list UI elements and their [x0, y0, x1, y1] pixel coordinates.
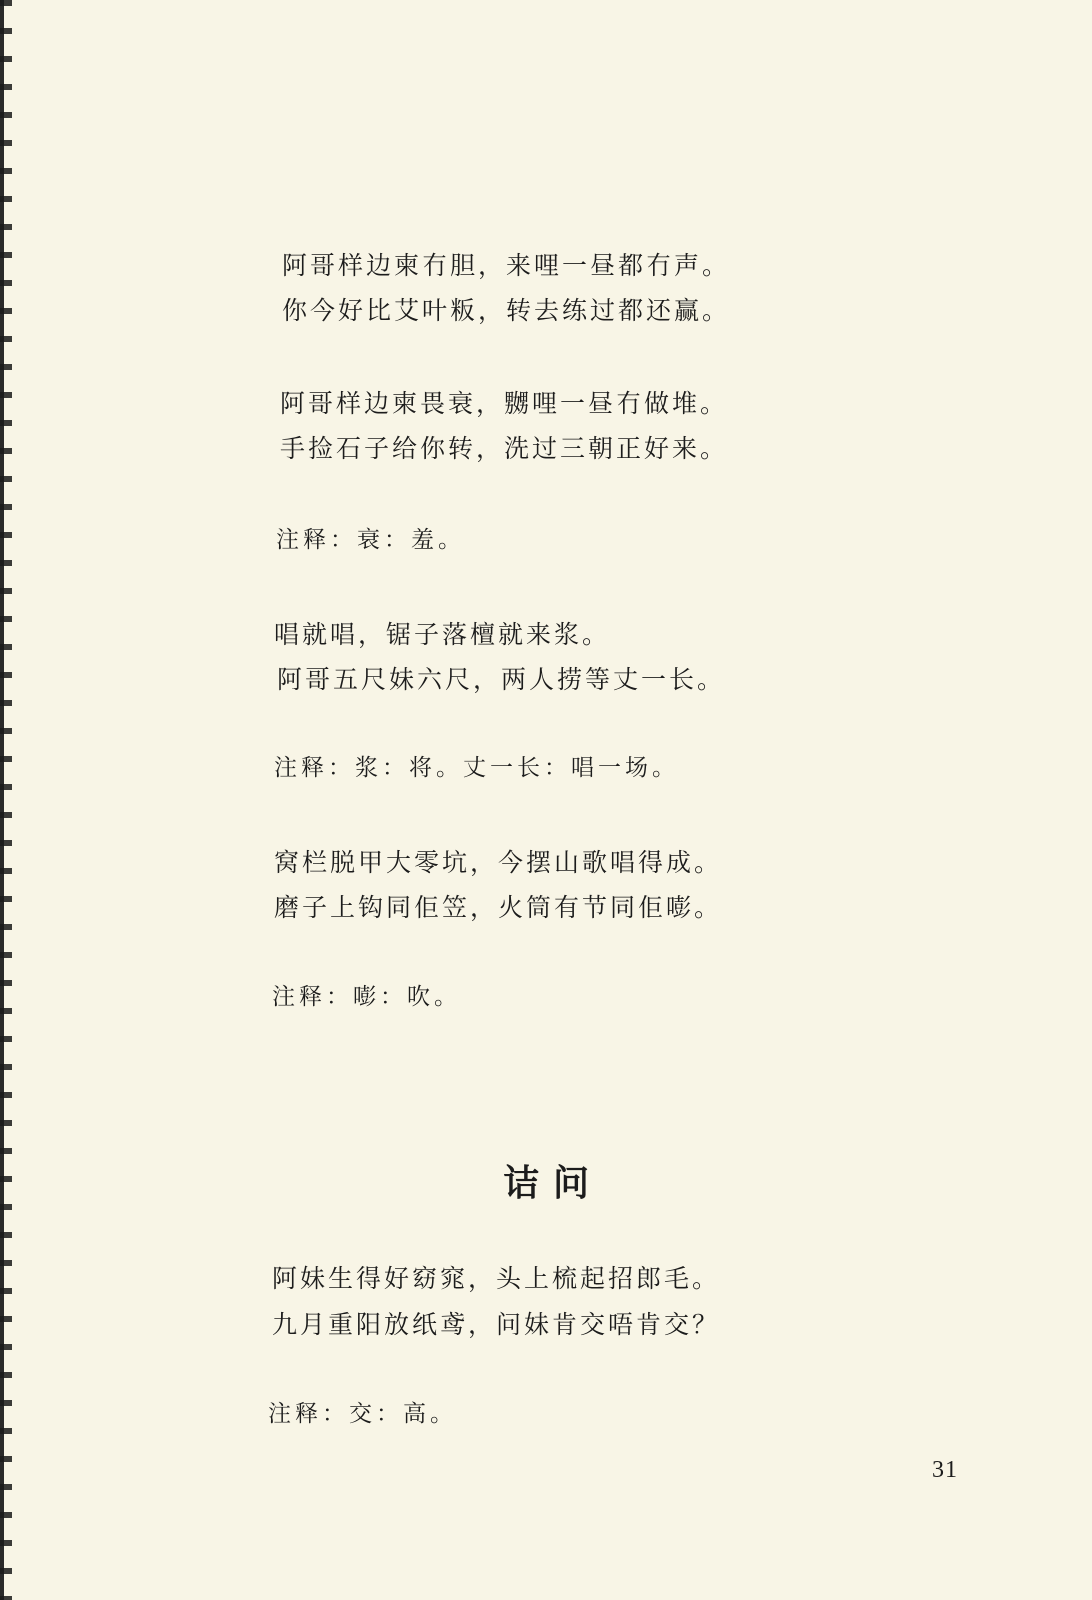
verse-line: 阿哥五尺妹六尺，两人捞等丈一长。 — [277, 665, 726, 694]
section-title: 诘问 — [502, 1163, 603, 1204]
verse-line: 阿哥样边柬畏衰，嬲哩一昼冇做堆。 — [280, 389, 729, 418]
verse-line: 窝栏脱甲大零坑，今摆山歌唱得成。 — [274, 848, 723, 877]
annotation-note: 注释：嘭：吹。 — [272, 984, 461, 1010]
verse-line: 磨子上钩同佢笠，火筒有节同佢嘭。 — [274, 893, 723, 922]
verse-line: 阿哥样边柬冇胆，来哩一昼都冇声。 — [282, 251, 731, 280]
binding-edge — [0, 0, 12, 1600]
verse-line: 九月重阳放纸鸢，问妹肯交唔肯交？ — [272, 1310, 721, 1339]
verse-line: 唱就唱，锯子落檀就来浆。 — [274, 620, 611, 649]
annotation-note: 注释：衰：羞。 — [276, 527, 465, 553]
page-number: 31 — [932, 1457, 958, 1483]
verse-line: 手捡石子给你转，洗过三朝正好来。 — [280, 434, 729, 463]
annotation-note: 注释：浆：将。丈一长：唱一场。 — [274, 755, 679, 781]
verse-line: 你今好比艾叶粄，转去练过都还赢。 — [282, 296, 731, 325]
annotation-note: 注释：交：高。 — [268, 1401, 457, 1427]
verse-line: 阿妹生得好窈窕，头上梳起招郎毛。 — [272, 1264, 721, 1293]
